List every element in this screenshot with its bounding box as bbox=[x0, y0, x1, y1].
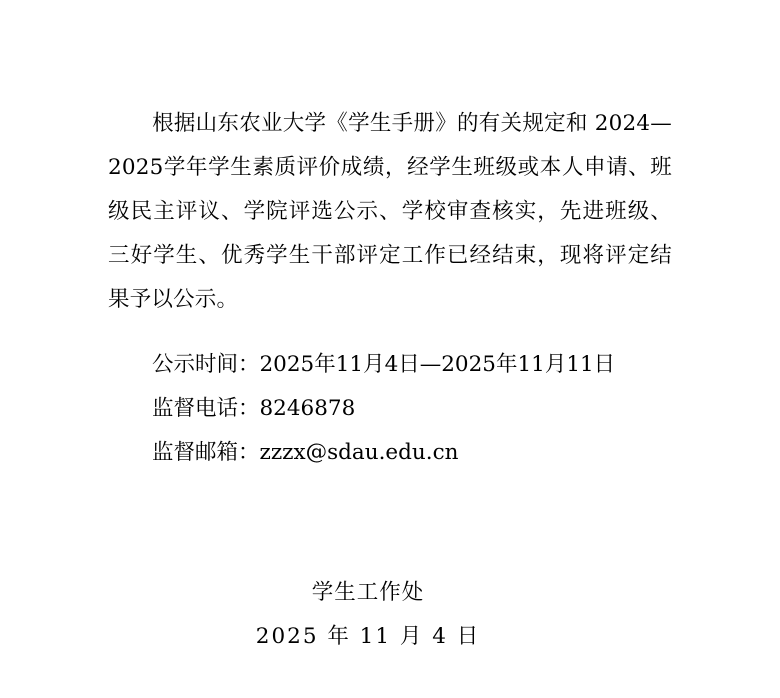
info-line-supervision-email-text: 监督邮箱：zzzx@sdau.edu.cn bbox=[152, 440, 459, 465]
info-line-publicity-period-text: 公示时间：2025年11月4日—2025年11月11日 bbox=[152, 352, 616, 377]
info-line-supervision-email bbox=[108, 431, 672, 475]
notice-paragraph bbox=[108, 102, 672, 322]
info-line-publicity-period bbox=[108, 343, 672, 387]
signature-date: 2025 年 11 月 4 日 bbox=[255, 624, 481, 649]
notice-paragraph-text: 根据山东农业大学《学生手册》的有关规定和 2024—2025学年学生素质评价成绩，经学生班级或本人申请、班级民主评议、学院评选公示、学校审查核实，先进班级、三好学生、优秀学生干部评定工作已经结束，现将评定结果予以公示。 bbox=[108, 110, 672, 312]
info-line-supervision-phone bbox=[108, 387, 672, 431]
signature-department: 学生工作处 bbox=[311, 580, 425, 605]
signature-block bbox=[108, 571, 672, 659]
info-line-supervision-phone-text: 监督电话：8246878 bbox=[152, 396, 356, 421]
info-block bbox=[108, 343, 672, 475]
